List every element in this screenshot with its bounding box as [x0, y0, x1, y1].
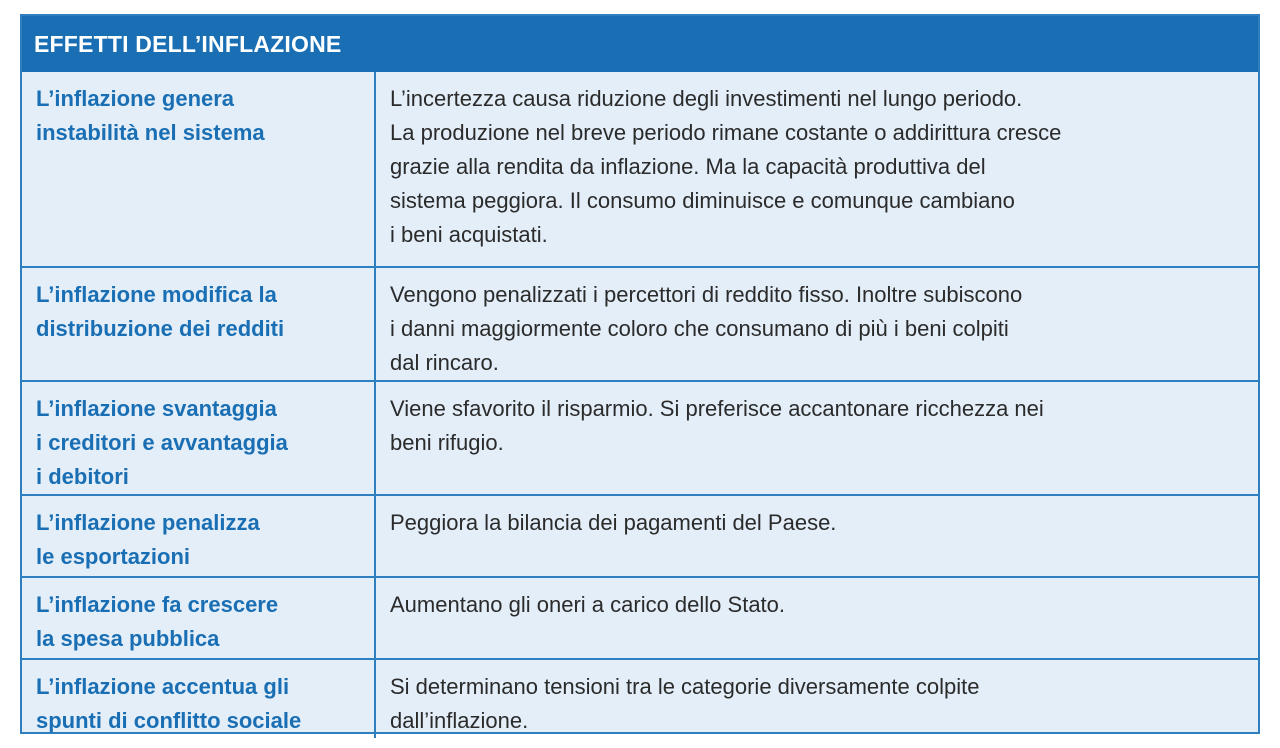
effect-description: Peggiora la bilancia dei pagamenti del Paese.: [375, 495, 1258, 577]
effect-description: Aumentano gli oneri a carico dello Stato.: [375, 577, 1258, 659]
table-row: [22, 577, 1258, 659]
effect-title: L’inflazione modifica la distribuzione dei redditi: [22, 267, 375, 381]
table-row: [22, 381, 1258, 495]
effect-title: L’inflazione fa crescere la spesa pubblica: [22, 577, 375, 659]
table-row: [22, 72, 1258, 267]
table-title: EFFETTI DELL’INFLAZIONE: [22, 16, 1258, 72]
table-row: [22, 495, 1258, 577]
effect-description: L’incertezza causa riduzione degli investimenti nel lungo periodo. La produzione nel breve periodo rimane costante o addirittura cresce grazie alla rendita da inflazione. Ma la capacità produttiva del sistema peggiora. Il consumo diminuisce e comunque cambiano i beni acquistati.: [375, 72, 1258, 267]
effect-title: L’inflazione svantaggia i creditori e avvantaggia i debitori: [22, 381, 375, 495]
table-row: [22, 659, 1258, 738]
table-row: [22, 267, 1258, 381]
effects-table: [22, 72, 1258, 738]
effect-description: Si determinano tensioni tra le categorie diversamente colpite dall’inflazione.: [375, 659, 1258, 738]
effect-title: L’inflazione accentua gli spunti di conflitto sociale: [22, 659, 375, 738]
effect-description: Vengono penalizzati i percettori di reddito fisso. Inoltre subiscono i danni maggiormente coloro che consumano di più i beni colpiti dal rincaro.: [375, 267, 1258, 381]
effect-description: Viene sfavorito il risparmio. Si preferisce accantonare ricchezza nei beni rifugio.: [375, 381, 1258, 495]
effect-title: L’inflazione genera instabilità nel sistema: [22, 72, 375, 267]
effect-title: L’inflazione penalizza le esportazioni: [22, 495, 375, 577]
inflation-effects-box: [20, 14, 1260, 734]
